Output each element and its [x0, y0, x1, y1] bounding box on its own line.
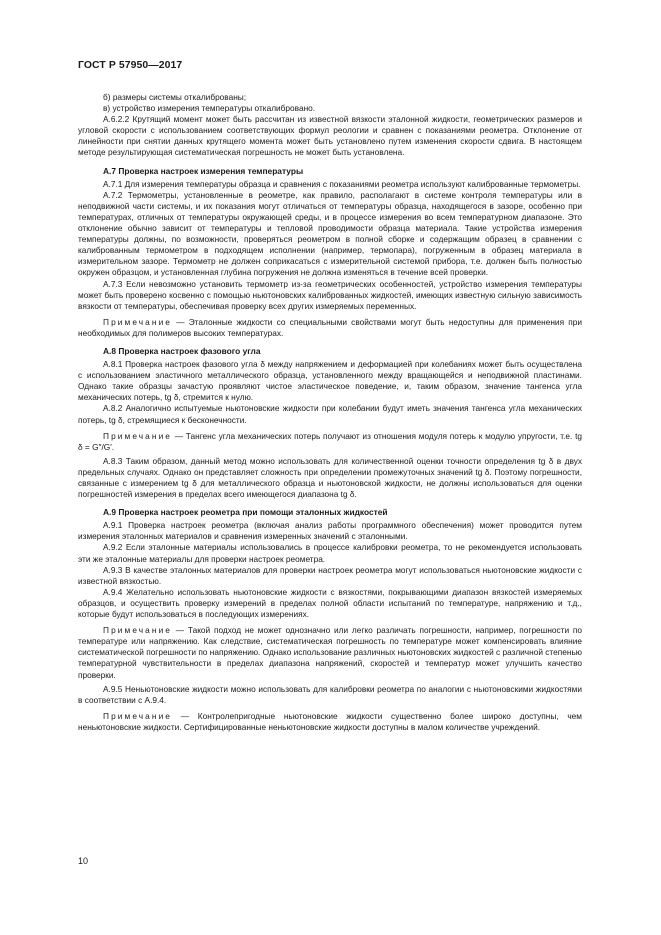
note-paragraph [78, 317, 582, 339]
paragraph: А.9.3 В качестве эталонных материалов для проверки настроек реометра могут использоваться ньютоновские жидкости с известной вязкостью. [78, 564, 582, 586]
note-label: Примечание [103, 710, 173, 721]
document-header: ГОСТ Р 57950—2017 [78, 60, 183, 71]
section-heading: А.7 Проверка настроек измерения температуры [103, 165, 304, 176]
paragraph: А.8.3 Таким образом, данный метод можно использовать для количественной оценки точности определения tg δ в двух предельных случаях. Однако он представляет сложность при определении промежуточных значений tg δ. Поэтому погрешности, связанные с измерением tg δ для металлического образца и ньютоновской жидкости, не должны использоваться для оценки погрешностей измерения в пределах всего имеющегося диапазона tg δ. [78, 455, 582, 500]
list-item: в) устройство измерения температуры откалибровано. [103, 103, 316, 114]
paragraph: А.6.2.2 Крутящий момент может быть рассчитан из известной вязкости эталонной жидкости, геометрических размеров и угловой скорости с использованием соответствующих формул реологии и сравнен с показаниями реометра. Отклонение от линейности при снятии данных крутящего момента может быть установлено путем изменения скорости сдвига. В настоящем методе результирующая систематическая погрешность не может быть установлена. [78, 114, 582, 158]
note-text: — Контролепригодные ньютоновские жидкости существенно более широко доступны, чем неньютоновские жидкости. Сертифицированные неньютоновские жидкости доступны в малом количестве учреждений. [78, 710, 582, 732]
paragraph: А.9.2 Если эталонные материалы использовались в процессе калибровки реометра, то не рекомендуется использовать эти же эталонные материалы для проверки настроек реометра. [78, 542, 582, 564]
paragraph: А.7.3 Если невозможно установить термометр из-за геометрических особенностей, устройство измерения температуры может быть проверено косвенно с помощью ньютоновских калиброванных жидкостей, имеющих известную сильную зависимость вязкости от температуры, обеспечивая проверку всех других измеряемых переменных. [78, 278, 582, 311]
paragraph: А.8.2 Аналогично испытуемые ньютоновские жидкости при колебании будут иметь значения тангенса угла механических потерь, tg δ, стремящиеся к бесконечности. [78, 403, 582, 425]
note-paragraph [78, 711, 582, 733]
paragraph: А.9.5 Неньютоновские жидкости можно использовать для калибровки реометра по аналогии с ньютоновскими жидкостями в соответствии с А.9.4. [78, 683, 582, 705]
note-text: — Такой подход не может однозначно или легко различать погрешности, например, погрешности по температуре или напряжению. Как следствие, систематическая погрешность по температуре может компенсировать влияние систематической погрешности по напряжению. Однако использование различных ньютоновских жидкостей с различной степенью температурной чувствительности в пределах диапазона напряжений, скоростей и температур может улучшить качество проверки. [78, 625, 582, 680]
section-heading: А.8 Проверка настроек фазового угла [103, 345, 261, 356]
paragraph: А.7.1 Для измерения температуры образца и сравнения с показаниями реометра используют калиброванные термометры. [103, 178, 581, 189]
paragraph: А.9.1 Проверка настроек реометра (включая анализ работы программного обеспечения) может проводится путем измерения эталонных материалов и сравнения измеренных значений с эталонными. [78, 520, 582, 542]
list-item: б) размеры системы откалиброваны; [103, 92, 247, 102]
note-label: Примечание [103, 316, 173, 327]
note-paragraph [78, 431, 582, 453]
document-body [78, 92, 582, 736]
note-paragraph [78, 625, 582, 680]
paragraph: А.8.1 Проверка настроек фазового угла δ между напряжением и деформацией при колебаниях может быть осуществлена с использованием эластичного металлического образца, установленного между вращающейся и неподвижной пластинами. Однако такие образцы зачастую проявляют чистое эластическое поведение, и, таким образом, значение тангенса угла механических потерь, tg δ, стремится к нулю. [78, 359, 582, 403]
section-heading: А.9 Проверка настроек реометра при помощи эталонных жидкостей [103, 507, 388, 518]
page-number: 10 [78, 856, 89, 866]
paragraph: А.9.4 Желательно использовать ньютоновские жидкости с вязкостями, покрывающими диапазон вязкостей измеряемых образцов, и осуществить проверку измерений в пределах полной области испытаний по температуре, напряжению и т.д., которые будут использоваться в последующих измерениях. [78, 586, 582, 620]
note-text: — Тангенс угла механических потерь получают из отношения модуля потерь к модулю упругости, т.е. tg δ = G″/G′. [78, 430, 582, 452]
note-label: Примечание [103, 625, 173, 636]
paragraph: А.7.2 Термометры, установленные в реометре, как правило, располагают в системе контроля температуры или в неподвижной части системы, и их показания могут отличаться от температуры образца, находящегося в зазоре, особенно при температурах, отличных от температуры окружающей среды, и в процессе измерения во всем температурном диапазоне. Это отклонение обычно зависит от температуры и тепловой проводимости образца материала. Такие устройства измерения температуры должны, по возможности, проверяться реометром в полной сборке и содержащим образец в сравнении с калиброванным термометром в подходящем исполнении (например, термопара), погруженным в образец материала в измерительном зазоре. Термометр не должен соприкасаться с измерительной системой прибора, т.е. должен быть полностью окружен образцом, и установленная глубина погружения не должна изменяться в течение всей проверки. [78, 189, 582, 278]
note-label: Примечание [103, 430, 173, 441]
note-text: — Эталонные жидкости со специальными свойствами могут быть недоступны для применения при необходимых для полимеров высоких температурах. [78, 316, 582, 338]
